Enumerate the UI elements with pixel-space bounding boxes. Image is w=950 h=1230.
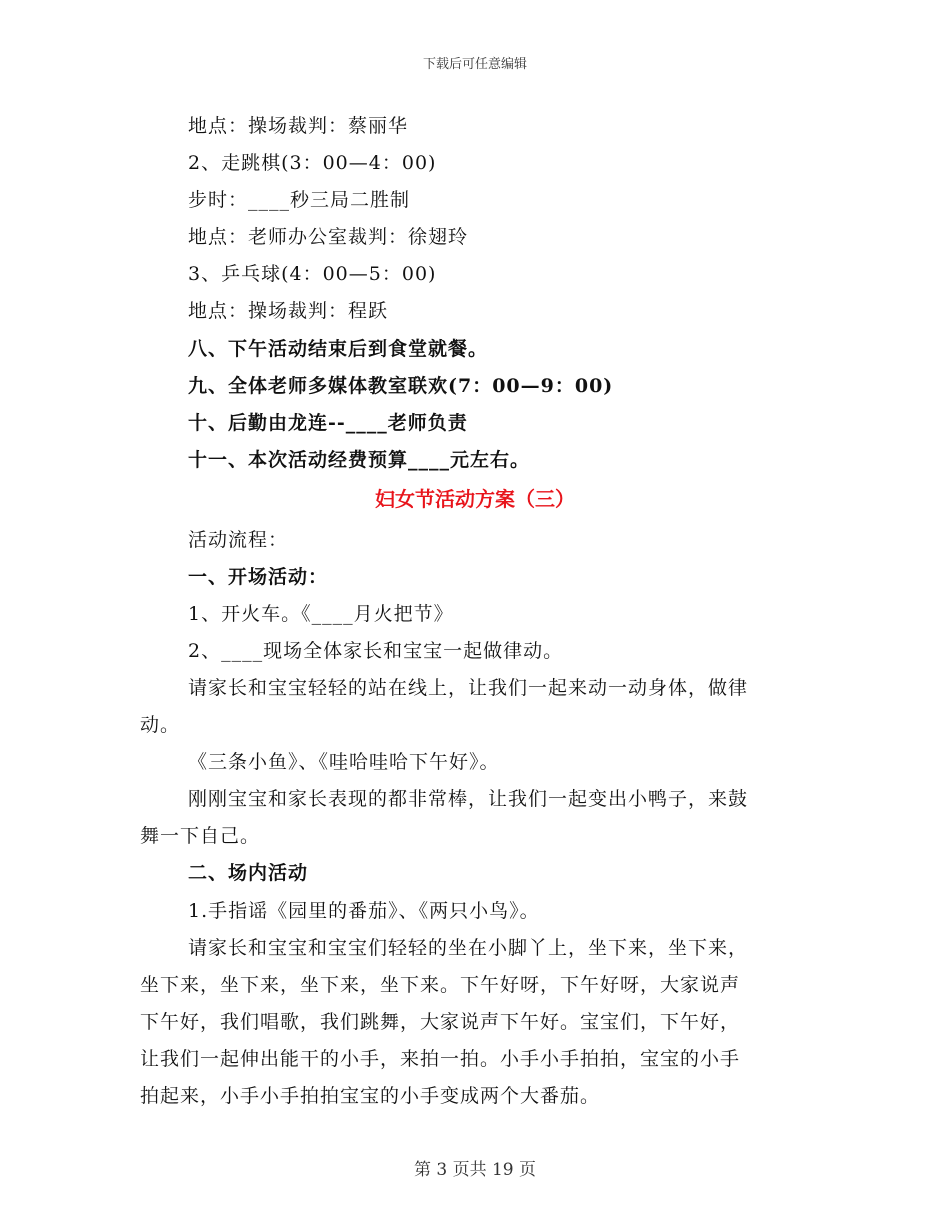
- section-heading: 一、开场活动：: [188, 566, 329, 588]
- section-heading: 九、全体老师多媒体教室联欢(7：00—9：00): [188, 375, 614, 397]
- text-line: 坐下来，坐下来，坐下来，坐下来。下午好呀，下午好呀，大家说声: [140, 974, 741, 996]
- section-heading: 二、场内活动: [188, 862, 309, 884]
- text-line: 下午好，我们唱歌，我们跳舞，大家说声下午好。宝宝们，下午好，: [140, 1011, 741, 1033]
- text-line: 拍起来，小手小手拍拍宝宝的小手变成两个大番茄。: [140, 1085, 601, 1107]
- text-line: 让我们一起伸出能干的小手，来拍一拍。小手小手拍拍，宝宝的小手: [140, 1048, 741, 1070]
- text-line: 3、乒乓球(4：00—5：00): [188, 263, 437, 285]
- text-line: 请家长和宝宝和宝宝们轻轻的坐在小脚丫上，坐下来，坐下来，: [188, 937, 749, 959]
- page-footer: 第 3 页共 19 页: [413, 1160, 537, 1180]
- text-line: 地点：老师办公室裁判：徐翅玲: [188, 226, 469, 248]
- section-heading: 十、后勤由龙连--____老师负责: [188, 412, 468, 434]
- text-line: 2、走跳棋(3：00—4：00): [188, 152, 437, 174]
- text-line: 1.手指谣《园里的番茄》、《两只小鸟》。: [188, 900, 540, 922]
- text-line: 请家长和宝宝轻轻的站在线上，让我们一起来动一动身体，做律: [188, 677, 749, 699]
- section-heading: 八、下午活动结束后到食堂就餐。: [188, 338, 489, 360]
- document-title: 妇女节活动方案（三）: [375, 487, 575, 511]
- text-line: 地点：操场裁判：蔡丽华: [188, 115, 409, 137]
- page-header: 下载后可任意编辑: [422, 57, 527, 72]
- text-line: 活动流程：: [188, 529, 289, 551]
- text-line: 1、开火车。《____月火把节》: [188, 603, 454, 625]
- text-line: 2、____现场全体家长和宝宝一起做律动。: [188, 640, 564, 662]
- text-line: 步时：____秒三局二胜制: [188, 189, 411, 211]
- section-heading: 十一、本次活动经费预算____元左右。: [188, 449, 531, 471]
- text-line: 《三条小鱼》、《哇哈哇哈下午好》。: [188, 751, 500, 773]
- text-line: 动。: [140, 714, 181, 736]
- text-line: 刚刚宝宝和家长表现的都非常棒，让我们一起变出小鸭子，来鼓: [188, 788, 749, 810]
- text-line: 地点：操场裁判：程跃: [188, 300, 389, 322]
- text-line: 舞一下自己。: [140, 825, 261, 847]
